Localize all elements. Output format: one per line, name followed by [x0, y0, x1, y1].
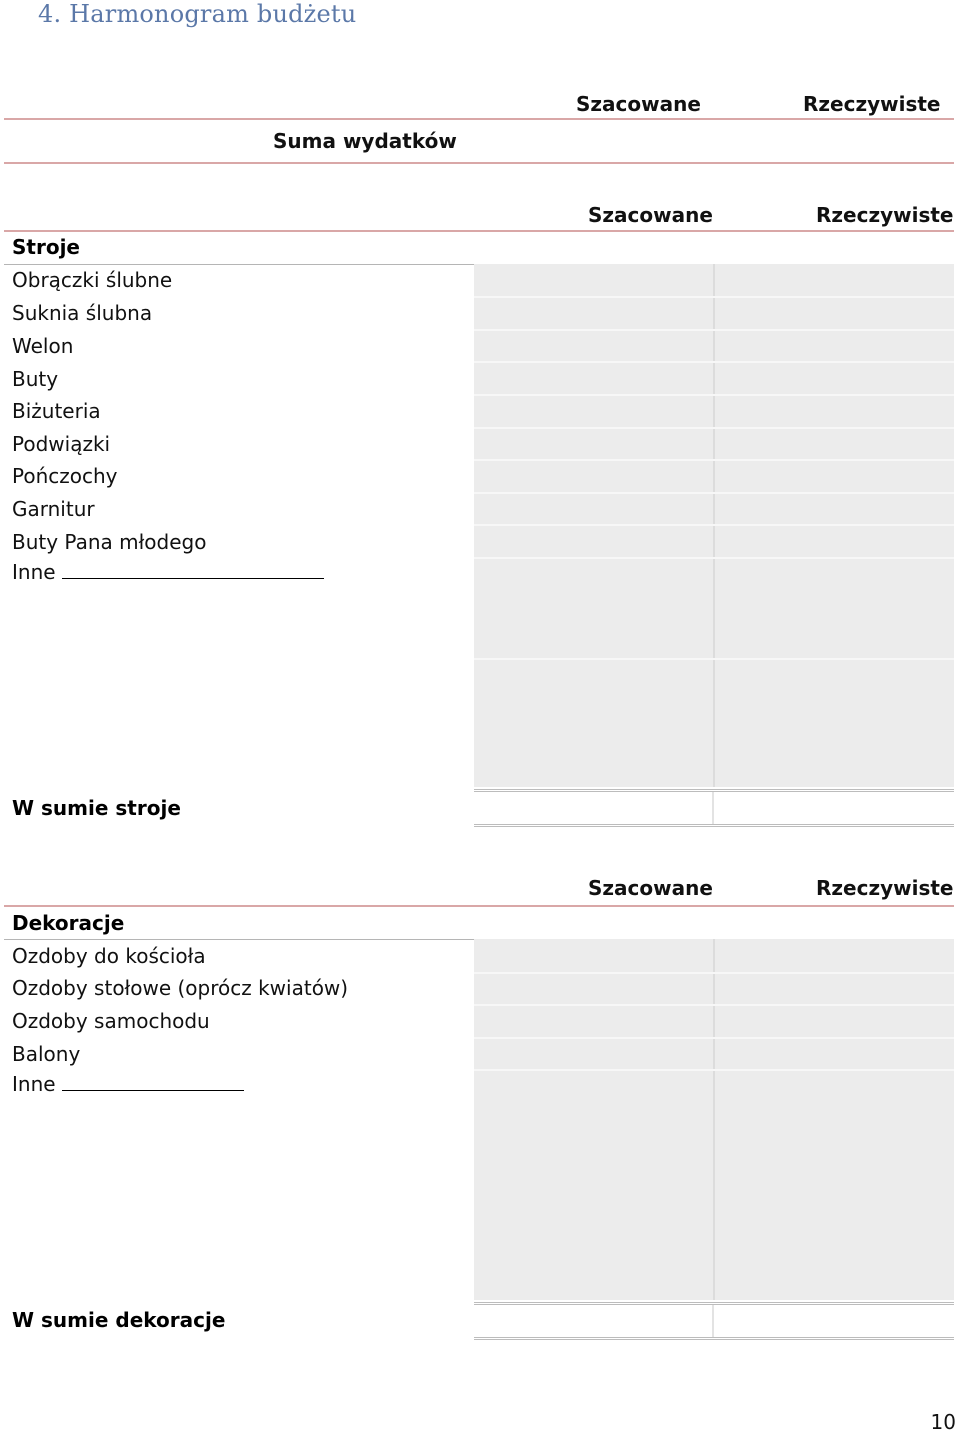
attire-item: Garnitur [12, 497, 95, 521]
summary-bottom-rule [4, 162, 954, 164]
attire-item: Welon [12, 334, 74, 358]
decor-other-blank-line[interactable] [62, 1074, 244, 1091]
attire-other-label: Inne [12, 560, 56, 584]
decor-header-rule [4, 905, 954, 907]
decor-row-divider [474, 1037, 954, 1039]
decor-item-other [12, 1072, 244, 1096]
decor-col-actual: Rzeczywiste [816, 876, 954, 900]
decor-item: Ozdoby do kościoła [12, 944, 206, 968]
decor-col-estimated: Szacowane [588, 876, 713, 900]
decor-other-label: Inne [12, 1072, 56, 1096]
attire-header-rule [4, 230, 954, 232]
decor-item: Ozdoby samochodu [12, 1009, 210, 1033]
attire-title: Stroje [12, 235, 80, 259]
attire-title-rule [4, 264, 474, 265]
attire-total-label: W sumie stroje [12, 796, 181, 820]
summary-top-rule [4, 118, 954, 120]
attire-item: Podwiązki [12, 432, 111, 456]
decor-estimated-column[interactable] [474, 939, 715, 1300]
attire-item: Buty [12, 367, 59, 391]
decor-title-rule [4, 939, 474, 940]
decor-title: Dekoracje [12, 911, 125, 935]
attire-total-separator [712, 792, 714, 824]
attire-item: Biżuteria [12, 399, 101, 423]
decor-row-divider [474, 1004, 954, 1006]
attire-row-divider [474, 492, 954, 494]
attire-row-divider [474, 361, 954, 363]
attire-row-divider [474, 459, 954, 461]
attire-item: Pończochy [12, 464, 118, 488]
decor-total-label: W sumie dekoracje [12, 1308, 226, 1332]
attire-total-box[interactable] [474, 789, 954, 827]
decor-row-divider [474, 1069, 954, 1071]
attire-row-divider [474, 524, 954, 526]
attire-other-blank-line[interactable] [62, 562, 324, 579]
attire-row-divider [474, 296, 954, 298]
decor-row-divider [474, 972, 954, 974]
attire-row-divider [474, 329, 954, 331]
attire-item: Buty Pana młodego [12, 530, 207, 554]
attire-col-actual: Rzeczywiste [816, 203, 954, 227]
decor-actual-column[interactable] [715, 939, 954, 1300]
attire-row-divider [474, 658, 954, 660]
decor-item: Balony [12, 1042, 81, 1066]
page-number: 10 [930, 1410, 956, 1434]
attire-item-other [12, 560, 324, 584]
attire-item: Suknia ślubna [12, 301, 153, 325]
decor-total-separator [712, 1305, 714, 1337]
decor-total-box[interactable] [474, 1302, 954, 1340]
summary-col-estimated: Szacowane [576, 92, 701, 116]
attire-col-estimated: Szacowane [588, 203, 713, 227]
summary-label: Suma wydatków [273, 129, 457, 153]
attire-row-divider [474, 394, 954, 396]
summary-col-actual: Rzeczywiste [803, 92, 941, 116]
attire-row-divider [474, 427, 954, 429]
attire-item: Obrączki ślubne [12, 268, 173, 292]
attire-row-divider [474, 557, 954, 559]
decor-item: Ozdoby stołowe (oprócz kwiatów) [12, 976, 349, 1000]
section-heading: 4. Harmonogram budżetu [38, 0, 357, 28]
